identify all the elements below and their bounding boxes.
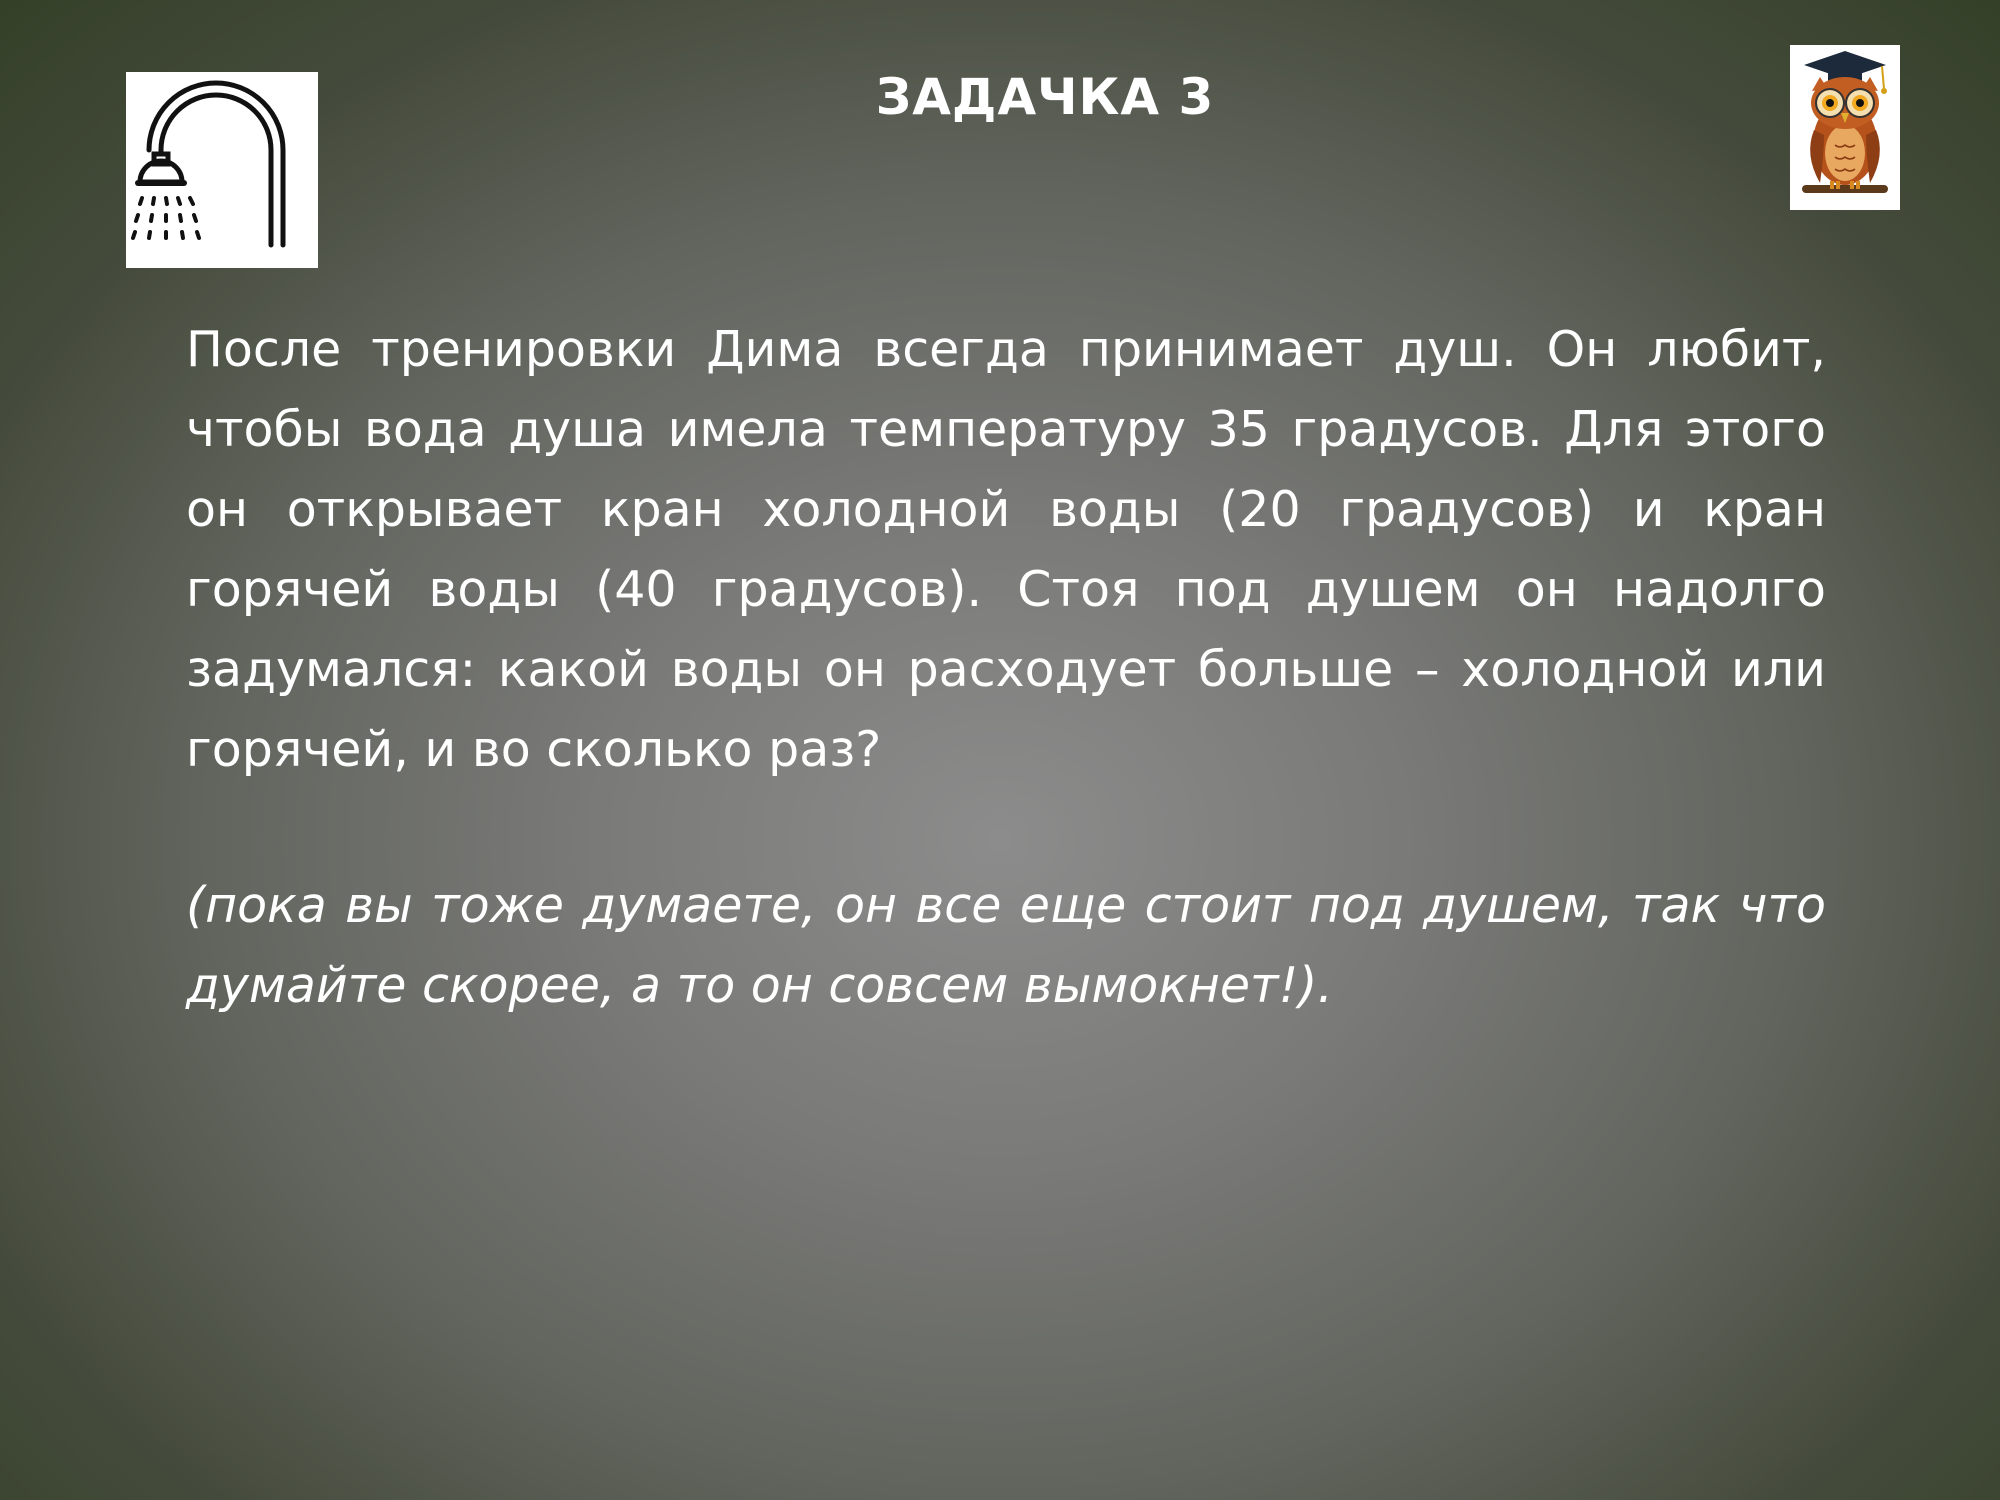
problem-text: После тренировки Дима всегда принимает душ. Он любит, чтобы вода душа имела температуру 35 градусов. Для этого он открывает кран холодной воды (20 градусов) и кран горячей воды (40 градусов). Стоя под душем он надолго задумался: какой воды он расходует больше – холодной или горячей, и во сколько раз? <box>186 321 1826 778</box>
owl-graduate-icon <box>1790 45 1900 210</box>
note-text: (пока вы тоже думаете, он все еще стоит под душем, так что думайте скорее, а то он совсем вымокнет!). <box>186 877 1826 1014</box>
slide-title: ЗАДАЧКА 3 <box>875 67 1215 126</box>
